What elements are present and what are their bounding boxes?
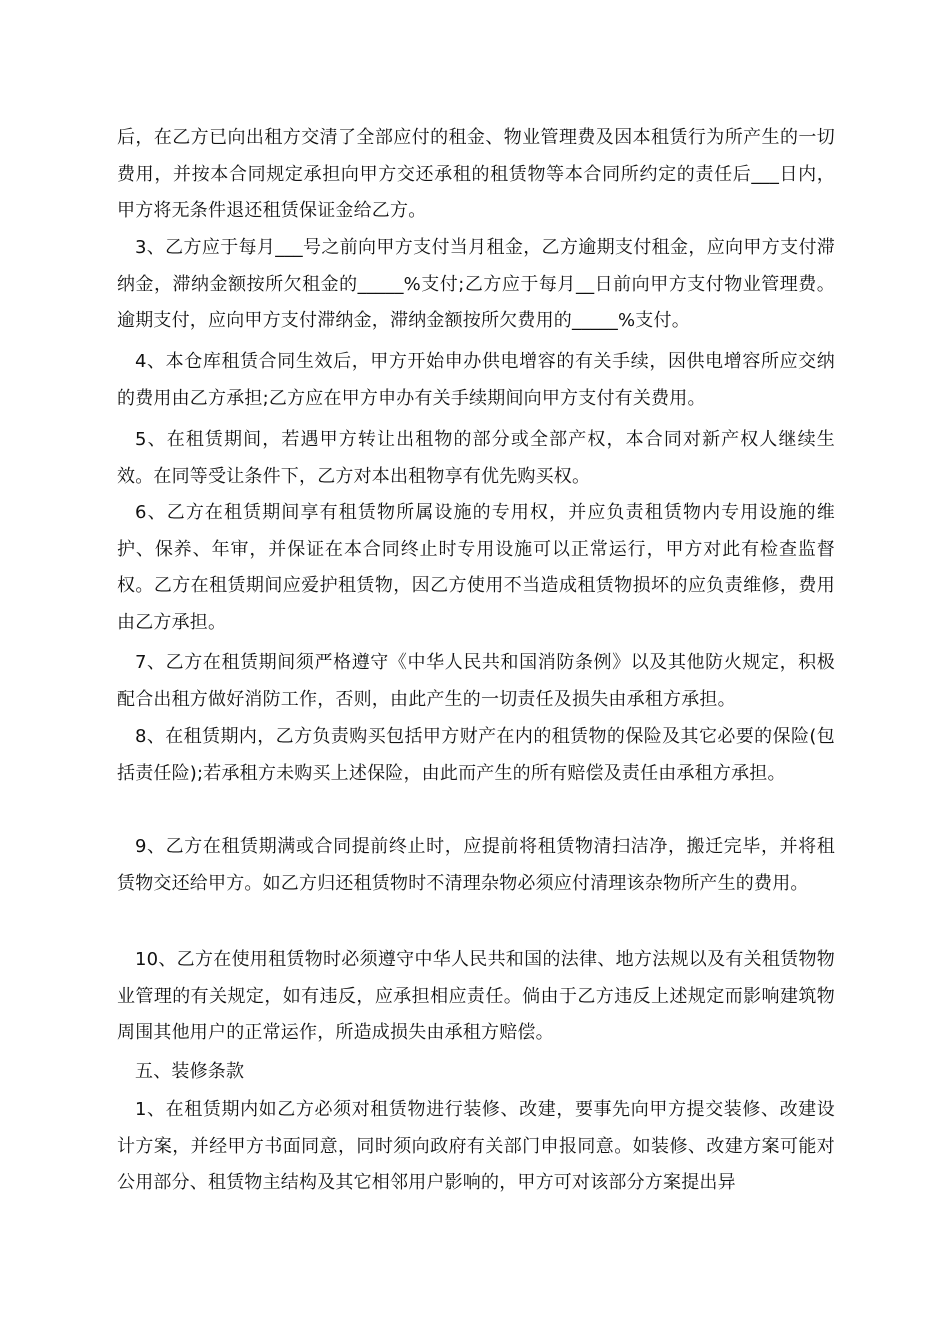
paragraph-decoration-clause-1: 1、在租赁期内如乙方必须对租赁物进行装修、改建，要事先向甲方提交装修、改建设计方案，并经甲方书面同意，同时须向政府有关部门申报同意。如装修、改建方案可能对公用部分、租赁物主结构及其它相邻用户影响的，甲方可对该部分方案提出异 [117,1099,835,1193]
paragraph-clause-7: 7、乙方在租赁期间须严格遵守《中华人民共和国消防条例》以及其他防火规定，积极配合出租方做好消防工作，否则，由此产生的一切责任及损失由承租方承担。 [117,652,835,710]
paragraph-clause-8: 8、在租赁期内，乙方负责购买包括甲方财产在内的租赁物的保险及其它必要的保险(包括责任险);若承租方未购买上述保险，由此而产生的所有赔偿及责任由承租方承担。 [117,726,835,784]
paragraph-clause-5: 5、在租赁期间，若遇甲方转让出租物的部分或全部产权，本合同对新产权人继续生效。在同等受让条件下，乙方对本出租物享有优先购买权。 [117,429,835,487]
paragraph-clause-10: 10、乙方在使用租赁物时必须遵守中华人民共和国的法律、地方法规以及有关租赁物物业管理的有关规定，如有违反，应承担相应责任。倘由于乙方违反上述规定而影响建筑物周围其他用户的正常运作，所造成损失由承租方赔偿。 [117,949,835,1043]
paragraph-clause-3: 3、乙方应于每月___号之前向甲方支付当月租金，乙方逾期支付租金，应向甲方支付滞纳金，滞纳金额按所欠租金的_____%支付;乙方应于每月__日前向甲方支付物业管理费。逾期支付，应向甲方支付滞纳金，滞纳金额按所欠费用的_____%支付。 [117,237,835,331]
paragraph-clause-4: 4、本仓库租赁合同生效后，甲方开始申办供电增容的有关手续，因供电增容所应交纳的费用由乙方承担;乙方应在甲方申办有关手续期间向甲方支付有关费用。 [117,351,835,409]
section-heading-decoration: 五、装修条款 [135,1061,245,1082]
paragraph-clause-6: 6、乙方在租赁期间享有租赁物所属设施的专用权，并应负责租赁物内专用设施的维护、保养、年审，并保证在本合同终止时专用设施可以正常运行，甲方对此有检查监督权。乙方在租赁期间应爱护租赁物，因乙方使用不当造成租赁物损坏的应负责维修，费用由乙方承担。 [117,502,835,633]
paragraph-deposit-refund: 后，在乙方已向出租方交清了全部应付的租金、物业管理费及因本租赁行为所产生的一切费用，并按本合同规定承担向甲方交还承租的租赁物等本合同所约定的责任后___日内，甲方将无条件退还租赁保证金给乙方。 [117,127,835,221]
paragraph-clause-9: 9、乙方在租赁期满或合同提前终止时，应提前将租赁物清扫洁净，搬迁完毕，并将租赁物交还给甲方。如乙方归还租赁物时不清理杂物必须应付清理该杂物所产生的费用。 [117,836,835,894]
